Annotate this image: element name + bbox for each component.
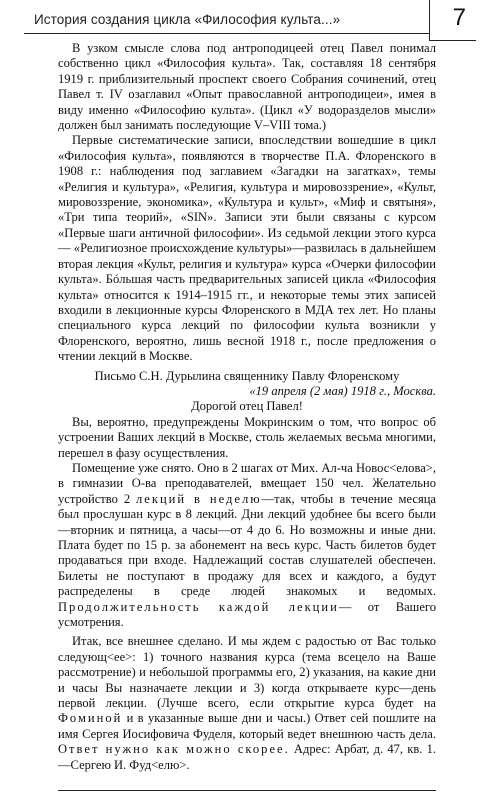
- page-body: [58, 41, 436, 773]
- paragraph-5-spaced-2: Ответ нужно как можно скорее.: [58, 742, 290, 757]
- paragraph-4-spaced-1: лекций в неделю: [136, 491, 262, 506]
- paragraph-3: Вы, вероятно, предупреждены Мокринским о том, что вопрос об устроении Ваших лекций в Москве, столь желаемых весьма многими, перешел в фазу осуществления.: [58, 414, 436, 460]
- footer-rule: [58, 790, 436, 791]
- header-rule: [24, 33, 429, 34]
- paragraph-4: [58, 461, 436, 630]
- paragraph-1: В узком смысле слова под антроподицеей отец Павел понимал собственно цикл «Философия культа». Так, составляя 18 сентября 1919 г. приблизительный проспект своего Собрания сочинений, отец Павел т. IV озаглавил «Опыт православной антроподицеи», имея в виду именно «Философию культа». (Цикл «У водоразделов мысли» должен был занимать последующие V–VIII тома.): [58, 41, 436, 133]
- paragraph-4-part-b: —так, чтобы в течение месяца был прослушан курс в 8 лекций. Дни лекций удобнее бы всего были—вторник и пятница, а часы—от 4 до 6. Но возможны и иные дни. Плата будет по 15 р. за абонемент на весь курс. Часть билетов будет продаваться при входе. Надлежащий состав слушателей обеспечен. Билеты не поступают в продажу для всех и каждого, а будут распределены в среде людей знакомых и ведомых.: [58, 491, 437, 599]
- paragraph-5-part-a: Итак, все внешнее сделано. И мы ждем с радостью от Вас только следующ<ее>: 1) точного названия курса (тема всецело на Ваше рассмотрение) и небольшой программы его, 2) указания, на какие дни и часы Вы назначаете лекции и 3) когда открываете курс—день первой лекции. (Лучше всего, если открытие курса будет на: [58, 634, 436, 711]
- paragraph-5-part-c: Адрес: Арбат, д. 47, кв. 1.—Сергею И. Фуд<елю>.: [58, 742, 436, 772]
- letter-title: Письмо С.Н. Дурылина священнику Павлу Флоренскому: [94, 368, 400, 383]
- paragraph-4-part-c: — от Вашего усмотрения.: [58, 599, 436, 630]
- letter-date: «19 апреля (2 мая) 1918 г., Москва.: [249, 383, 436, 398]
- page-number: 7: [452, 4, 466, 31]
- page-number-box: [429, 0, 476, 41]
- paragraph-5: [58, 634, 436, 773]
- letter-salutation: Дорогой отец Павел!: [191, 399, 303, 414]
- paragraph-4-part-a: Помещение уже снято. Оно в 2 шагах от Мих. Ал-ча Новос<елова>, в гимназии О-ва преподавателей, вмещает 150 чел. Желательно устройство 2: [58, 460, 436, 506]
- paragraph-2: Первые систематические записи, впоследствии вошедшие в цикл «Философия культа», появляются в творчестве П.А. Флоренского в 1908 г.: наблюдения под заглавием «Загадки на загатках», темы «Религия и культура», «Религия, культура и мировоззрение», «Культ, мировоззрение, экономика», «Культура и культ», «Миф и святыня», «Три типа теорий», «SIN». Записи эти были связаны с курсом «Первые шаги античной философии». Из седьмой лекции этого курса— «Религиозное происхождение культуры»—развилась в дальнейшем вторая лекция «Культ, религия и культура» курса «Очерки философии культа». Бóльшая часть предварительных записей цикла «Философия культа» относится к 1914–1915 гг., и некоторые темы этих записей входили в лекционные курсы Флоренского в МДА тех лет. Но планы специального курса лекций по философии культа возникли у Флоренского, вероятно, лишь весной 1918 г., после предложения о чтении лекций в Москве.: [58, 133, 436, 364]
- running-header-title: История создания цикла «Философия культа...»: [34, 12, 341, 27]
- paragraph-5-part-b: и в указанные выше дни и часы.) Ответ сей пошлите на имя Сергея Иосифовича Фуделя, который ведет внешнюю часть дела.: [58, 711, 436, 741]
- running-header: [24, 0, 476, 40]
- paragraph-4-spaced-2: Продолжительность каждой лекции: [58, 599, 339, 614]
- paragraph-5-spaced-1: Фоминой: [58, 711, 123, 726]
